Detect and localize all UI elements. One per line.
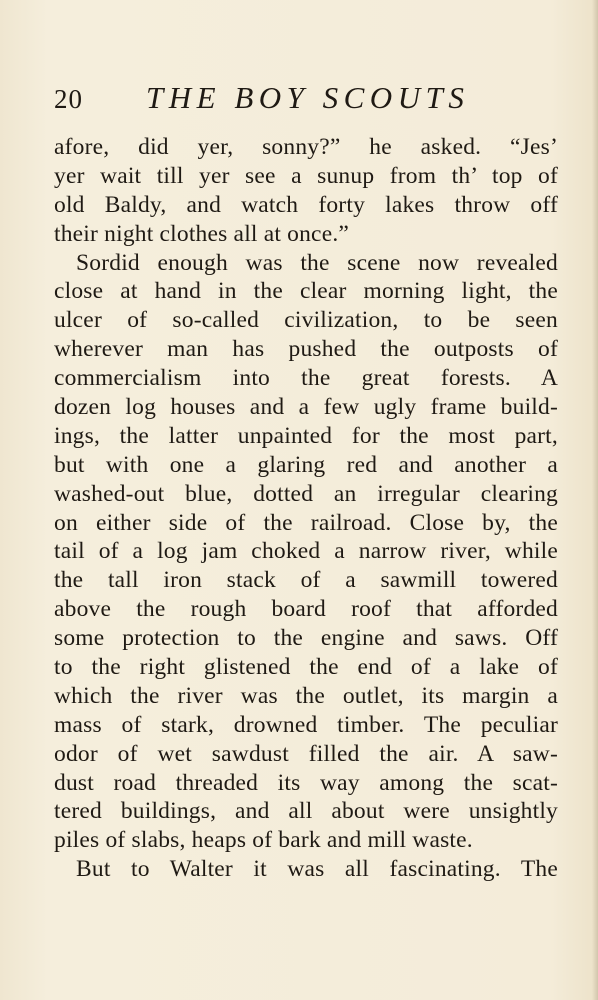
text-line: the tall iron stack of a sawmill towered (54, 567, 558, 594)
text-line: commercialism into the great forests. A (54, 365, 558, 392)
text-line: piles of slabs, heaps of bark and mill waste. (54, 827, 473, 854)
page-header (54, 80, 554, 124)
page-number: 20 (54, 84, 83, 114)
text-line: mass of stark, drowned timber. The peculiar (54, 711, 558, 738)
text-line: washed-out blue, dotted an irregular clearing (54, 480, 558, 507)
text-line: their night clothes all at once.” (54, 220, 350, 247)
text-line: wherever man has pushed the outposts of (54, 336, 558, 363)
text-line: ulcer of so-called civilization, to be seen (54, 307, 558, 334)
text-line: tail of a log jam choked a narrow river, while (54, 538, 558, 565)
text-line: afore, did yer, sonny?” he asked. “Jes’ (54, 134, 558, 160)
text-line: on either side of the railroad. Close by, the (54, 509, 558, 536)
text-line: dust road threaded its way among the scat- (54, 769, 558, 796)
text-line: old Baldy, and watch forty lakes throw off (54, 191, 558, 218)
text-line: odor of wet sawdust filled the air. A saw- (54, 740, 558, 767)
paragraph-start-line: But to Walter it was all fascinating. The (76, 856, 558, 883)
text-line: dozen log houses and a few ugly frame build- (54, 394, 558, 421)
text-line: above the rough board roof that afforded (54, 596, 558, 623)
text-line: which the river was the outlet, its margin a (54, 682, 558, 709)
text-line: to the right glistened the end of a lake of (54, 654, 558, 681)
text-line: close at hand in the clear morning light, the (54, 278, 558, 305)
text-line: yer wait till yer see a sunup from th’ top of (54, 162, 558, 189)
page-edge-shadow (592, 0, 598, 1000)
text-line: ings, the latter unpainted for the most part, (54, 422, 558, 449)
running-title: THE BOY SCOUTS (146, 80, 470, 115)
body-text (54, 133, 558, 884)
text-line: some protection to the engine and saws. Off (54, 625, 558, 652)
paragraph-start-line: Sordid enough was the scene now revealed (76, 249, 558, 276)
text-line: but with one a glaring red and another a (54, 451, 558, 478)
text-line: tered buildings, and all about were unsightly (54, 798, 558, 825)
